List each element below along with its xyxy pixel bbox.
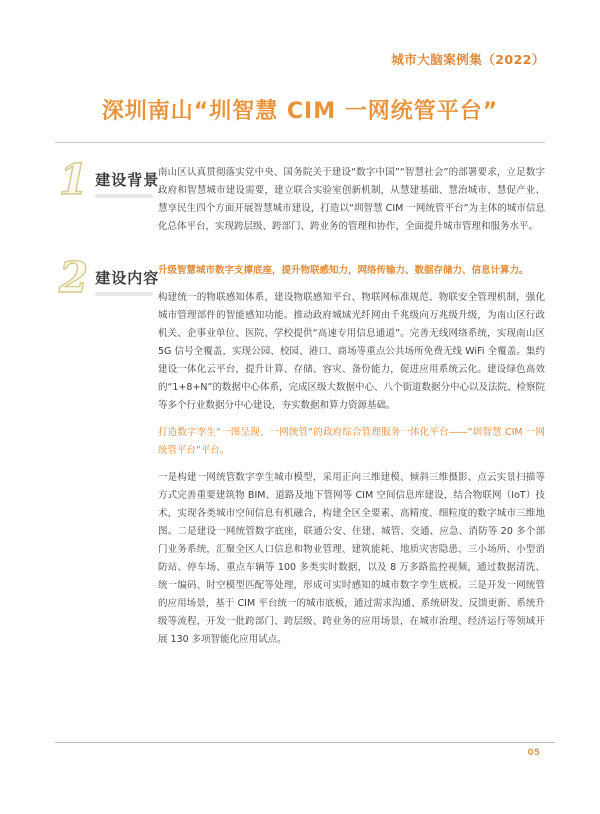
section-label-column [95, 160, 159, 198]
section-content [55, 253, 545, 649]
section-label: 建设内容 [95, 269, 160, 287]
section-content-body [158, 258, 545, 649]
body-paragraph: 构建统一的物联感知体系，建设物联感知平台、物联网标准规范、物联安全管理机制，强化城市管理部件的智能感知功能。推动政府城域光纤网由千兆级向万兆级升级，为南山区行政机关、企事业单位、医院、学校提供“高速专用信息通道”。完善无线网络系统，实现南山区 5G 信号全覆盖，实现公园、校园、港口、商场等重点公共场所免费无线 WiFi 全覆盖。集约建设一体化云平台，提升计算、存储、容灾、备份能力，促进应用系统云化。建设绿色高效的“1+8+N”的数据中心体系，完成区级大数据中心、八个街道数据分中心以及法院、检察院等多个行业数据分中心建设，夯实数据和算力资源基础。 [158, 292, 545, 411]
title-divider [55, 142, 545, 143]
section-label-column [95, 258, 159, 296]
highlight-paragraph: 打造数字孪生“一图呈现、一网统管”的政府综合管理服务一体化平台——“圳智慧 CIM 一网统管平台”平台。 [158, 427, 545, 456]
body-paragraph: 一是构建一网统管数字孪生城市模型，采用正向三维建模、倾斜三维摄影、点云实景扫描等方式完善重要建筑物 BIM、道路及地下管网等 CIM 空间信息库建设，结合物联网（IoT）技术，实现各类城市空间信息有机融合，构建全区全要素、高精度、细粒度的数字城市三维地图。二是建设一网统管数字底座，联通公安、住建、城管、交通、应急、消防等 20 多个部门业务系统，汇聚全区人口信息和物业管理、建筑能耗、地质灾害隐患、三小场所、小型消防站、停车场、重点车辆等 100 多类实时数据，以及 8 万多路监控视频，通过数据清洗、统一编码、时空模型匹配等处理，形成可实时感知的城市数字孪生底板。三是开发一网统管的应用场景，基于 CIM 平台统一的城市底板，通过需求沟通、系统研发、反馈更新、系统升级等流程，开发一批跨部门、跨层级、跨业务的应用场景，在城市治理、经济运行等领域开展 130 多项智能化应用试点。 [158, 472, 545, 645]
section-label-underline [95, 194, 153, 198]
section-background-body [158, 160, 545, 236]
section-label: 建设背景 [95, 171, 160, 189]
highlight-lead-paragraph: 升级智慧城市数字支撑底座，提升物联感知力，网络传输力、数据存储力、信息计算力。 [158, 265, 529, 276]
section-number: 1 [59, 155, 89, 204]
section-label-underline [95, 292, 153, 296]
section-number: 2 [59, 253, 89, 302]
page-content [55, 155, 545, 671]
section-content-head [55, 253, 160, 302]
section-background [55, 155, 545, 236]
booklet-title: 城市大脑案例集（2022） [391, 52, 545, 67]
footer-divider [55, 742, 555, 743]
body-paragraph: 南山区认真贯彻落实党中央、国务院关于建设“数字中国”“智慧社会”的部署要求，立足数字政府和智慧城市建设需要，建立联合实验室创新机制，从慧建基础、慧治城市、慧促产业、慧享民生四个方面开展智慧城市建设，打造以“圳智慧 CIM 一网统管平台”为主体的城市信息化总体平台，实现跨层级、跨部门、跨业务的管理和协作，全面提升城市管理和服务水平。 [158, 167, 545, 232]
section-background-head [55, 155, 160, 204]
page-number: 05 [527, 748, 540, 758]
page-title: 深圳南山“圳智慧 CIM 一网统管平台” [101, 99, 499, 124]
